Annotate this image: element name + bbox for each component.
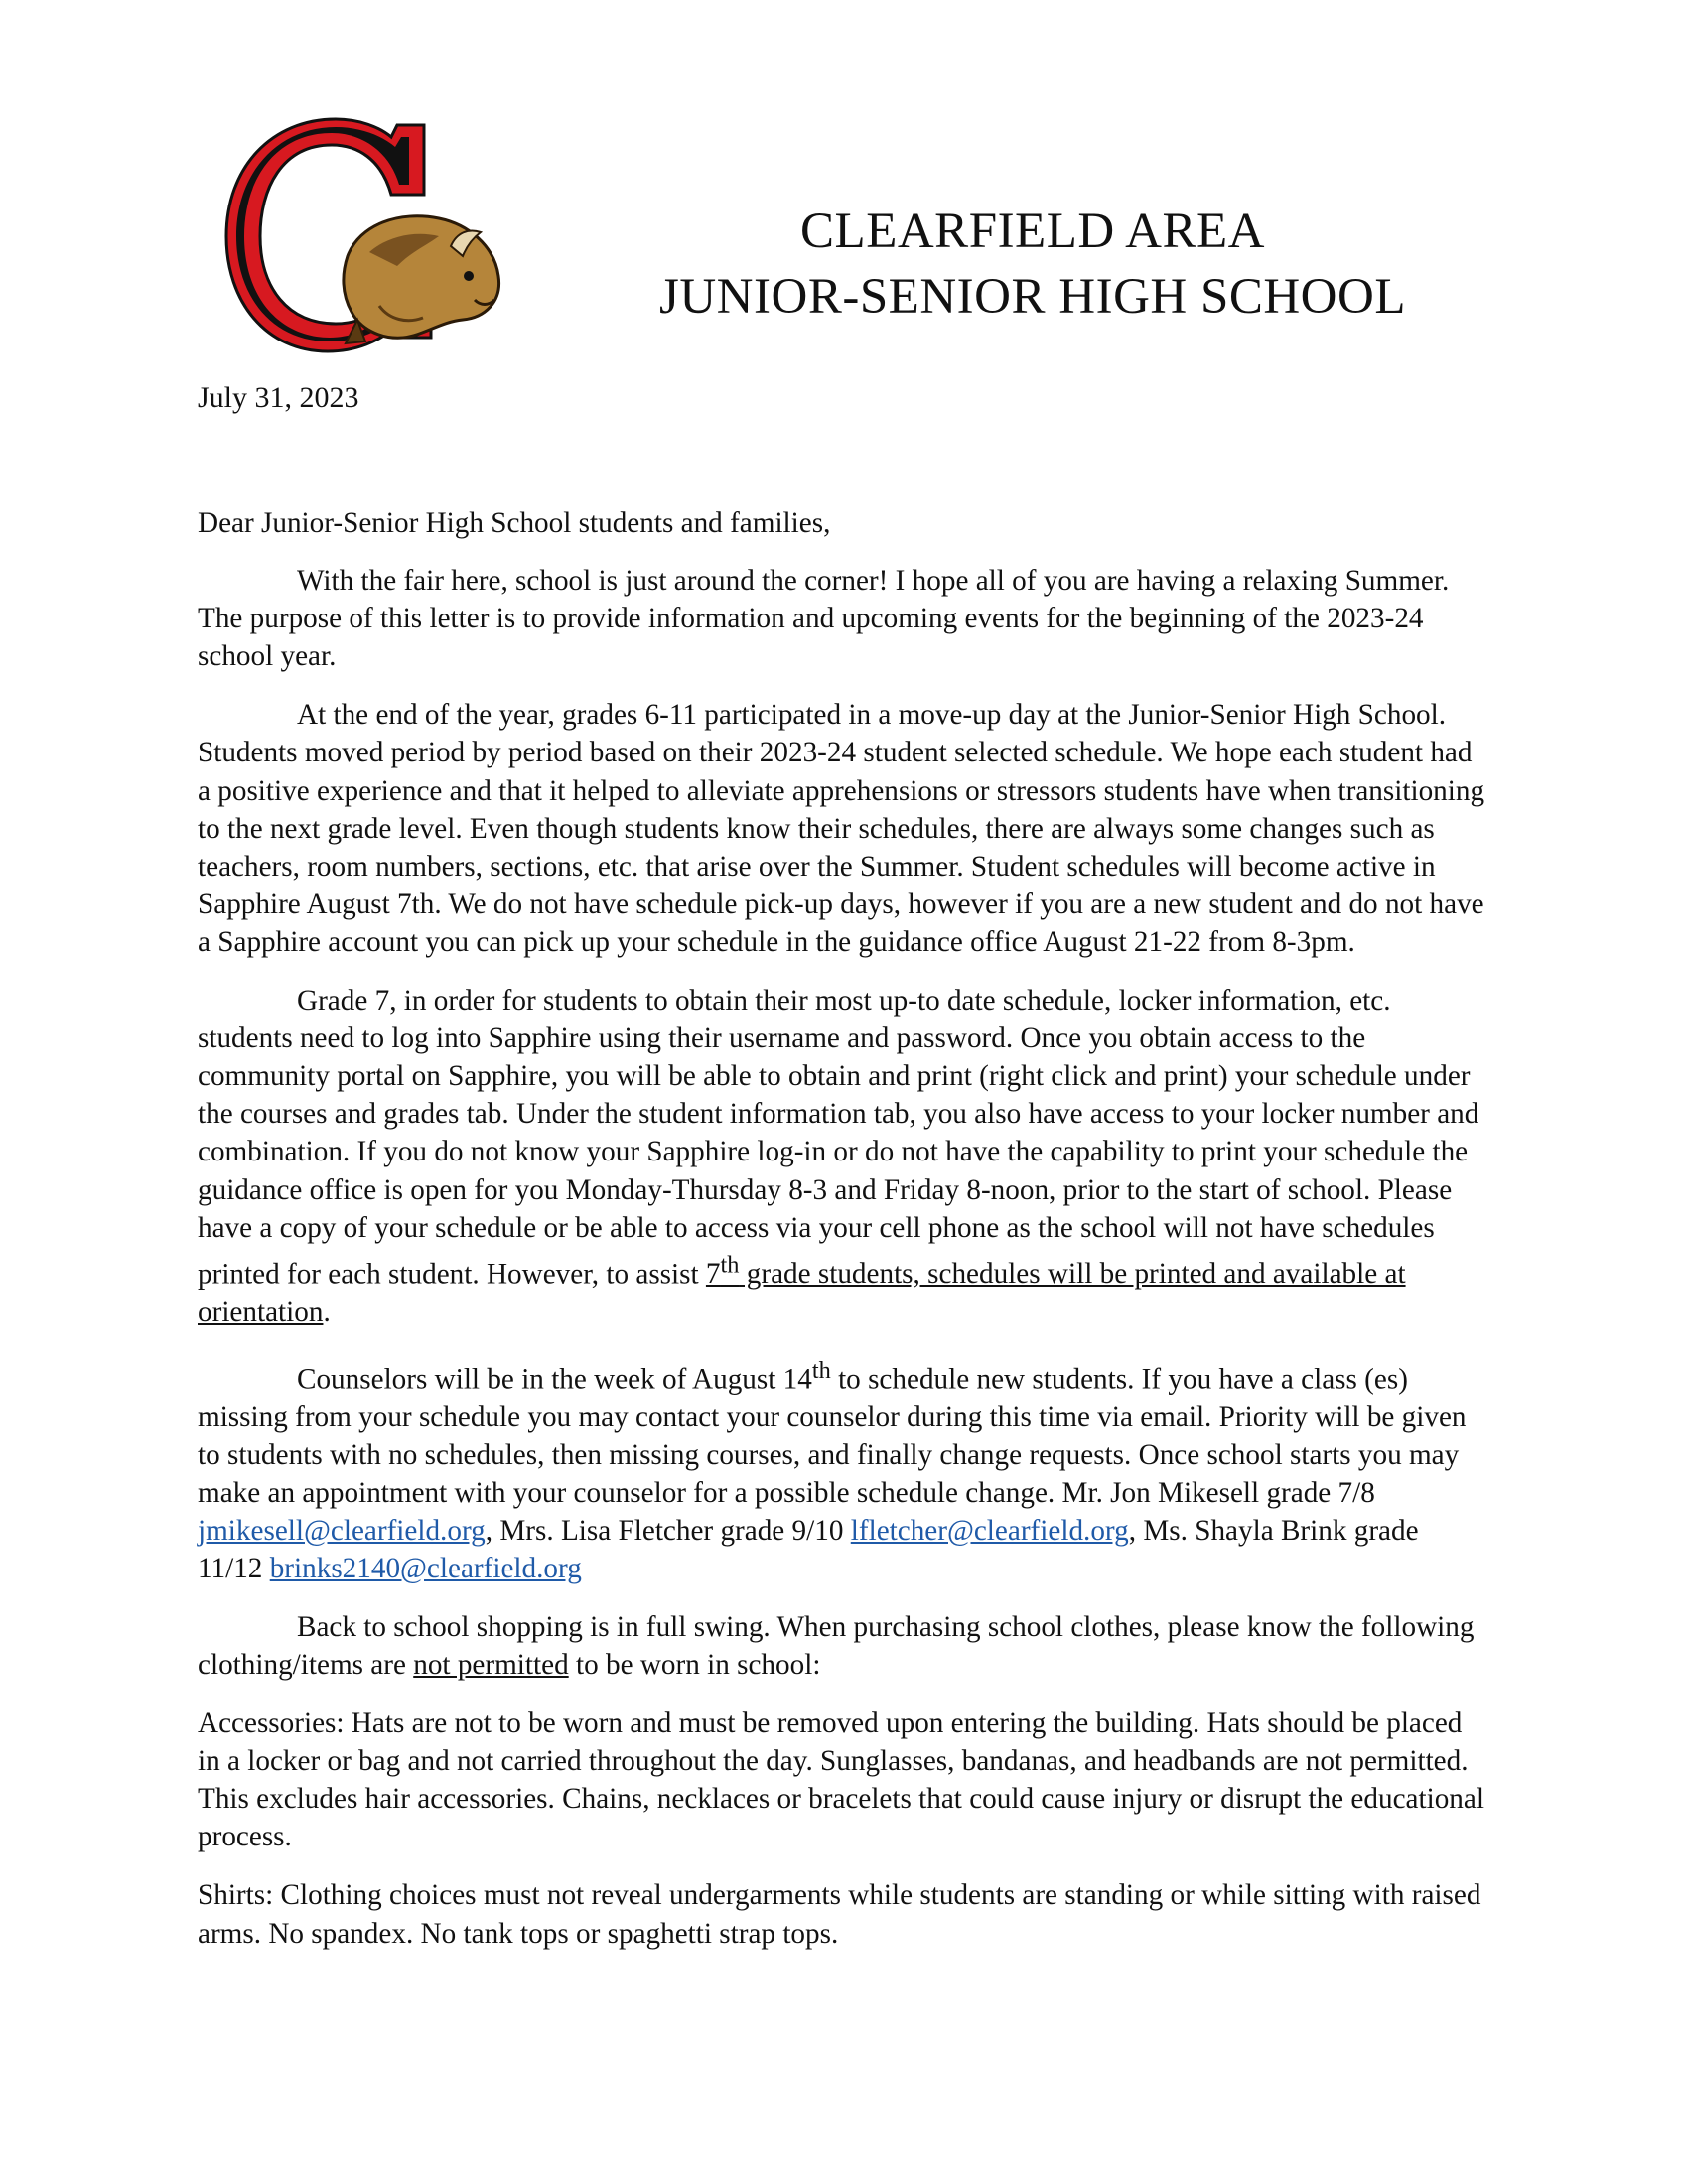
email-link-fletcher[interactable]: lfletcher@clearfield.org bbox=[850, 1514, 1129, 1547]
school-name-line-2: JUNIOR-SENIOR HIGH SCHOOL bbox=[659, 269, 1406, 325]
school-name-line-1: CLEARFIELD AREA bbox=[800, 204, 1265, 259]
paragraph-shirts: Shirts: Clothing choices must not reveal undergarments while students are standing or while sitting with raised arms. No spandex. No tank tops or spaghetti strap tops. bbox=[198, 1879, 1481, 1950]
email-link-mikesell[interactable]: jmikesell@clearfield.org bbox=[198, 1514, 486, 1547]
school-name bbox=[556, 199, 1509, 330]
paragraph-grade-7-text: Grade 7, in order for students to obtain their most up-to date schedule, locker information, etc. students need to log into Sapphire using their username and password. Once you obtain access to the community portal on Sapphire, you will be able to obtain and print (right click and print) your schedule under the courses and grades tab. Under the student information tab, you also have access to your locker number and combination. If you do not know your Sapphire log-in or do not have the capability to print your schedule the guidance office is open for you Monday-Thursday 8-3 and Friday 8-noon, prior to the start of school. Please have a copy of your schedule or be able to access via your cell phone as the school will not have schedules printed for each student. However, to assist bbox=[198, 985, 1479, 1291]
letter-date: July 31, 2023 bbox=[198, 381, 359, 414]
paragraph-accessories: Accessories: Hats are not to be worn and must be removed upon entering the building. Hats should be placed in a locker or bag and not carried throughout the day. Sunglasses, bandanas, and headbands are not permitted. This excludes hair accessories. Chains, necklaces or bracelets that could cause injury or disrupt the educational process. bbox=[198, 1707, 1484, 1853]
paragraph-move-up-day: At the end of the year, grades 6-11 participated in a move-up day at the Junior-Senior High School. Students moved period by period based on their 2023-24 student selected schedule. We hope each student had a positive experience and that it helped to alleviate apprehensions or stressors students have when transitioning to the next grade level. Even though students know their schedules, there are always some changes such as teachers, room numbers, sections, etc. that arise over the Summer. Student schedules will become active in Sapphire August 7th. We do not have schedule pick-up days, however if you are a new student and do not have a Sapphire account you can pick up your schedule in the guidance office August 21-22 from 8-3pm. bbox=[198, 699, 1485, 958]
bison-mascot-icon bbox=[344, 216, 499, 343]
letter-body bbox=[198, 504, 1488, 1974]
paragraph-counselors: Counselors will be in the week of August 14th to schedule new students. If you have a class (es) missing from your schedule you may contact your counselor during this time via email. Priority will be given to students with no schedules, then missing courses, and finally change requests. Once school starts you may make an appointment with your counselor for a possible schedule change. Mr. Jon Mikesell grade 7/8 jmikesell@clearfield.org, Mrs. Lisa Fletcher grade 9/10 lfletcher@clearfield.org, Ms. Shayla Brink grade 11/12 brinks2140@clearfield.org bbox=[198, 1356, 1467, 1584]
salutation: Dear Junior-Senior High School students and families, bbox=[198, 507, 831, 539]
paragraph-intro: With the fair here, school is just around the corner! I hope all of you are having a relaxing Summer. The purpose of this letter is to provide information and upcoming events for the beginning of the 2023-24 school year. bbox=[198, 565, 1450, 673]
paragraph-shopping: Back to school shopping is in full swing. When purchasing school clothes, please know the following clothing/items are not permitted to be worn in school: bbox=[198, 1610, 1475, 1681]
orientation-note: 7th grade students, schedules will be printed and available at orientation bbox=[198, 1251, 1406, 1328]
paragraph-grade-7: Grade 7, in order for students to obtain their most up-to date schedule, locker information, etc. students need to log into Sapphire using their username and password. Once you obtain access to the community portal on Sapphire, you will be able to obtain and print (right click and print) your schedule under the courses and grades tab. Under the student information tab, you also have access to your locker number and combination. If you do not know your Sapphire log-in or do not have the capability to print your schedule the guidance office is open for you Monday-Thursday 8-3 and Friday 8-noon, prior to the start of school. Please have a copy of your schedule or be able to access via your cell phone as the school will not have schedules printed for each student. However, to assist 7th grade students, schedules will be printed and available at orientation. bbox=[198, 985, 1479, 1328]
clearfield-c-bison-logo bbox=[220, 107, 508, 360]
email-link-brink[interactable]: brinks2140@clearfield.org bbox=[269, 1552, 582, 1584]
not-permitted-text: not permitted bbox=[413, 1649, 569, 1681]
